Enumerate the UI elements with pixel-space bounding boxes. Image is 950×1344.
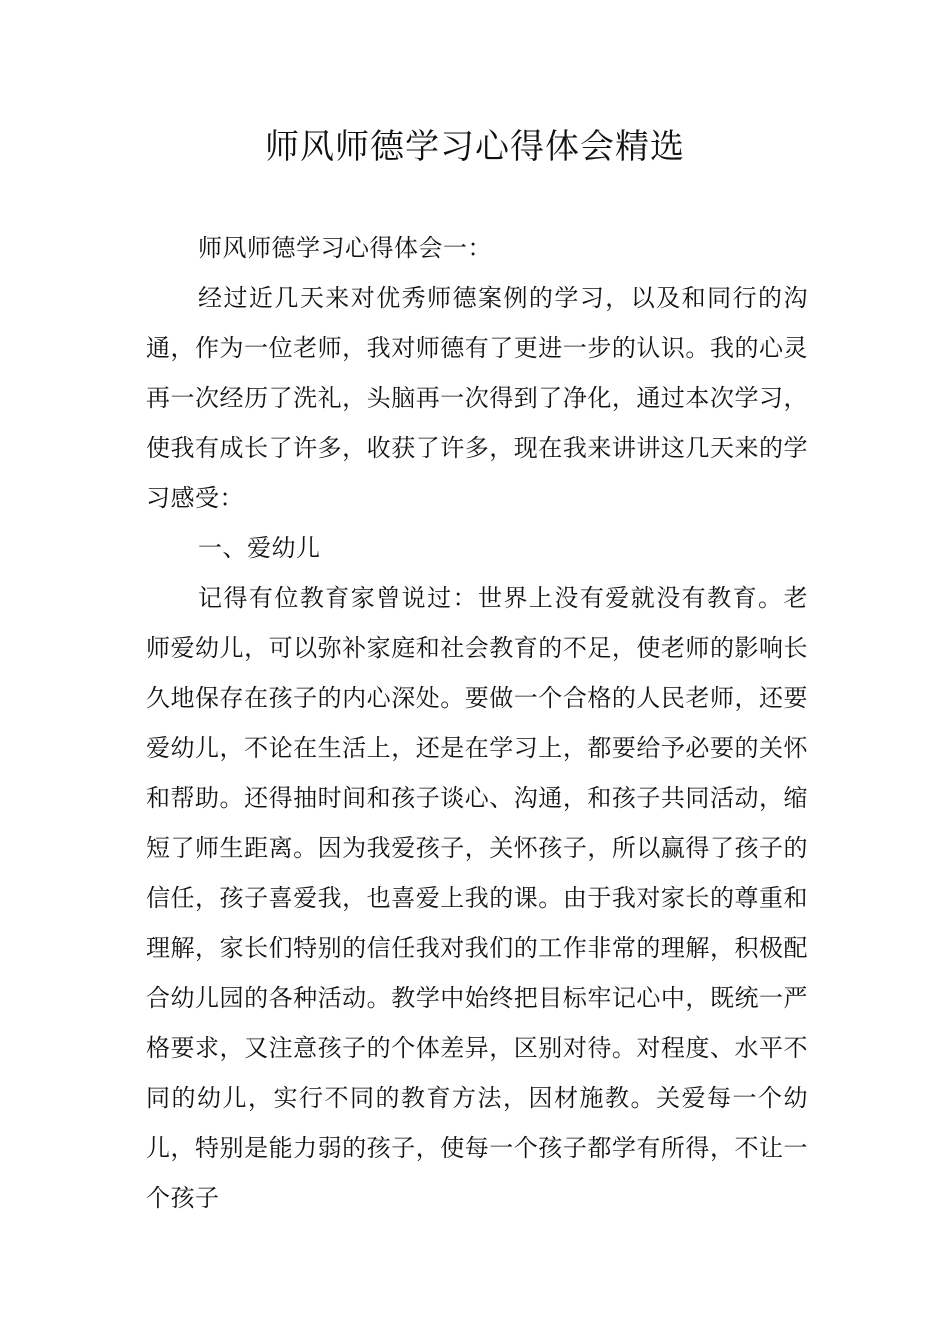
document-body	[146, 223, 808, 1223]
paragraph-intro: 经过近几天来对优秀师德案例的学习，以及和同行的沟通，作为一位老师，我对师德有了更进一步的认识。我的心灵再一次经历了洗礼，头脑再一次得到了净化，通过本次学习，使我有成长了许多，收获了许多，现在我来讲讲这几天来的学习感受：	[146, 284, 808, 512]
paragraph-section-heading: 师风师德学习心得体会一：	[198, 234, 492, 262]
paragraph-love-children-body: 记得有位教育家曾说过：世界上没有爱就没有教育。老师爱幼儿，可以弥补家庭和社会教育的不足，使老师的影响长久地保存在孩子的内心深处。要做一个合格的人民老师，还要爱幼儿，不论在生活上，还是在学习上，都要给予必要的关怀和帮助。还得抽时间和孩子谈心、沟通，和孩子共同活动，缩短了师生距离。因为我爱孩子，关怀孩子，所以赢得了孩子的信任，孩子喜爱我，也喜爱上我的课。由于我对家长的尊重和理解，家长们特别的信任我对我们的工作非常的理解，积极配合幼儿园的各种活动。教学中始终把目标牢记心中，既统一严格要求，又注意孩子的个体差异，区别对待。对程度、水平不同的幼儿，实行不同的教育方法，因材施教。关爱每一个幼儿，特别是能力弱的孩子，使每一个孩子都学有所得，不让一个孩子	[146, 584, 808, 1212]
document-title: 师风师德学习心得体会精选	[265, 127, 685, 167]
paragraph-subheading-love-children: 一、爱幼儿	[198, 534, 321, 562]
